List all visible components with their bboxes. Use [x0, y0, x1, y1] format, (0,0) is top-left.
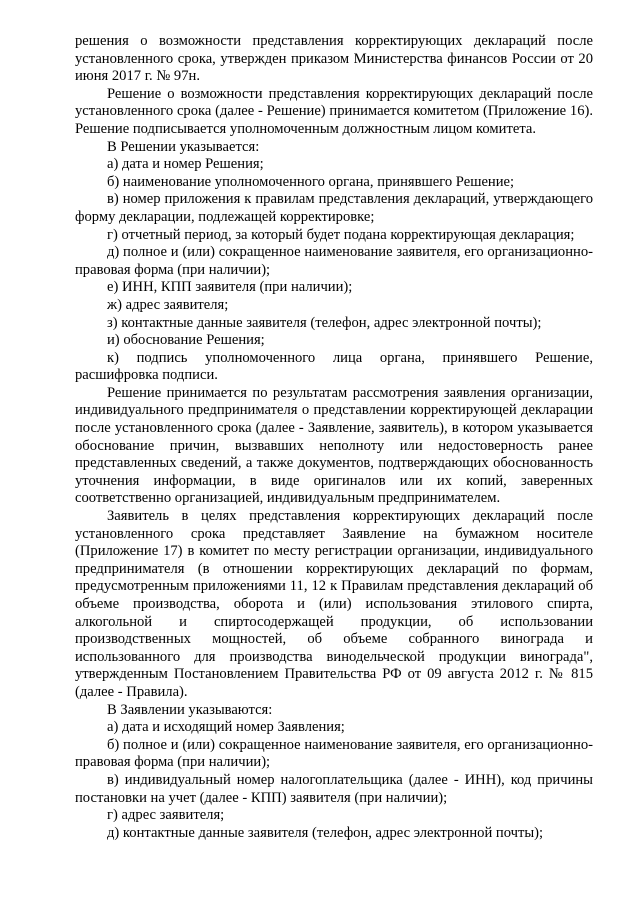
list-item-a: а) дата и номер Решения;: [107, 156, 264, 173]
list-item-d: д) полное и (или) сокращенное наименование заявителя, его организационно-правовая форма (при наличии);: [75, 244, 593, 278]
list-item-b: б) наименование уполномоченного органа, принявшего Решение;: [107, 173, 515, 190]
app-list-item-b: б) полное и (или) сокращенное наименование заявителя, его организационно-правовая форма (при наличии);: [75, 736, 593, 771]
list-item-i: и) обоснование Решения;: [107, 332, 265, 349]
app-list-item-g: г) адрес заявителя;: [107, 807, 225, 824]
app-list-item-v: в) индивидуальный номер налогоплательщика (далее - ИНН), код причины постановки на учет (далее - КПП) заявителя (при наличии);: [75, 771, 593, 806]
paragraph-order-reference: решения о возможности представления корректирующих деклараций после установленного срока, утвержден приказом Министерства финансов России от 20 июня 2017 г. № 97н.: [75, 33, 593, 85]
paragraph-decision-contents-heading: В Решении указывается:: [107, 138, 260, 155]
list-item-k: к) подпись уполномоченного лица органа, принявшего Решение, расшифровка подписи.: [75, 349, 593, 384]
app-list-item-a: а) дата и исходящий номер Заявления;: [107, 719, 345, 736]
list-item-z: з) контактные данные заявителя (телефон, адрес электронной почты);: [107, 314, 542, 331]
paragraph-application-contents-heading: В Заявлении указываются:: [107, 701, 273, 718]
document-body: [75, 33, 593, 842]
list-item-g: г) отчетный период, за который будет подана корректирующая декларация;: [107, 226, 575, 243]
list-item-e: е) ИНН, КПП заявителя (при наличии);: [107, 279, 353, 296]
paragraph-applicant-submission: Заявитель в целях представления корректирующих деклараций после установленного срока представляет Заявление на бумажном носителе (Приложение 17) в комитет по месту регистрации организации, индивидуального предпринимателя (в отношении корректирующих деклараций по формам, предусмотренным приложениями 11, 12 к Правилам представления деклараций об объеме производства, оборота и (или) использования этилового спирта, алкогольной и спиртосодержащей продукции, об использовании производственных мощностей, об объеме собранного винограда и использованного для производства винодельческой продукции винограда", утвержденным Постановлением Правительства РФ от 09 августа 2012 г. № 815 (далее - Правила).: [75, 508, 593, 700]
paragraph-decision-definition: Решение о возможности представления корректирующих деклараций после установленного срока (далее - Решение) принимается комитетом (Приложение 16). Решение подписывается уполномоченным должностным лицом комитета.: [75, 85, 593, 137]
list-item-zh: ж) адрес заявителя;: [107, 296, 229, 313]
list-item-v: в) номер приложения к правилам представления деклараций, утверждающего форму декларации, подлежащей корректировке;: [75, 191, 593, 225]
paragraph-decision-basis: Решение принимается по результатам рассмотрения заявления организации, индивидуального предпринимателя о представлении корректирующей декларации после установленного срока (далее - Заявление, заявитель), в котором указывается обоснование причин, вызвавших неполноту или недостоверность ранее представленных сведений, а также документов, подтверждающих обоснованность уточнения информации, в виде оригиналов или их копий, заверенных соответственно организацией, индивидуальным предпринимателем.: [75, 384, 593, 507]
app-list-item-d: д) контактные данные заявителя (телефон, адрес электронной почты);: [107, 824, 544, 841]
